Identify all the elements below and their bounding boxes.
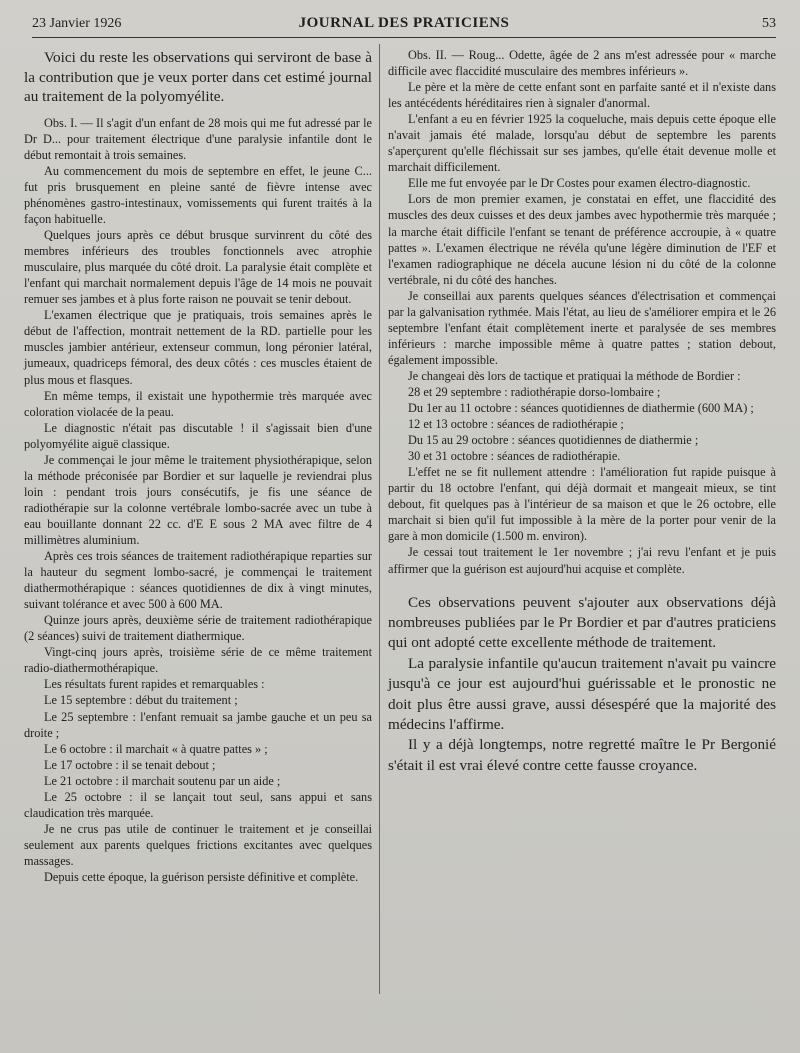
- paragraph: L'enfant a eu en février 1925 la coqueluche, mais depuis cette époque elle n'avait jamais été malade, lorsqu'au début de septembre les parents s'aperçurent qu'elle fléchissait sur ses jambes, qu'elle était devenue molle et marchait difficilement.: [388, 112, 776, 175]
- paragraph: 28 et 29 septembre : radiothérapie dorso-lombaire ;: [408, 384, 661, 399]
- paragraph: Quinze jours après, deuxième série de traitement radiothérapique (2 séances) suivi de traitement diathermique.: [24, 613, 372, 644]
- paragraph: Obs. II. — Roug... Odette, âgée de 2 ans m'est adressée pour « marche difficile avec flaccidité musculaire des membres inférieurs ».: [388, 48, 776, 79]
- paragraph: Le 15 septembre : début du traitement ;: [44, 693, 238, 708]
- journal-title: JOURNAL DES PRATICIENS: [298, 15, 510, 31]
- paragraph: Quelques jours après ce début brusque survinrent du côté des membres inférieurs des troubles fonctionnels avec atrophie musculaire, plus marquée du côté droit. La paralysie était complète et l'enfant qui marchait normalement depuis l'âge de 14 mois ne pouvait remuer ses jambes et à plus forte raison ne pouvait se tenir debout.: [24, 228, 372, 307]
- paragraph: Le 21 octobre : il marchait soutenu par un aide ;: [44, 773, 281, 788]
- paragraph: Le père et la mère de cette enfant sont en parfaite santé et il n'existe dans les antécédents héréditaires rien à signaler d'anormal.: [388, 80, 776, 111]
- paragraph: Les résultats furent rapides et remarquables :: [44, 677, 265, 692]
- paragraph: Vingt-cinq jours après, troisième série de ce même traitement radio-diathermothérapique.: [24, 645, 372, 676]
- paragraph: Le diagnostic n'était pas discutable ! il s'agissait bien d'une polyomyélite aiguë classique.: [24, 420, 372, 451]
- left-column: [24, 48, 372, 885]
- paragraph: Le 17 octobre : il se tenait debout ;: [44, 757, 216, 772]
- right-column: [388, 47, 776, 776]
- lead-paragraph: Ces observations peuvent s'ajouter aux observations déjà nombreuses publiées par le Pr Bordier et par d'autres praticiens qui ont adopté cette excellente méthode de traitement.: [388, 593, 776, 652]
- running-header: [32, 14, 776, 38]
- paragraph: Le 25 octobre : il se lançait tout seul, sans appui et sans claudication très marquée.: [24, 789, 372, 820]
- header-date: 23 Janvier 1926: [32, 16, 122, 31]
- paragraph: Depuis cette époque, la guérison persiste définitive et complète.: [44, 869, 359, 884]
- lead-paragraph: Il y a déjà longtemps, notre regretté maître le Pr Bergonié s'était il est vrai élevé contre cette fausse croyance.: [388, 736, 776, 774]
- paragraph: L'effet ne se fit nullement attendre : l'amélioration fut rapide puisque à partir du 18 octobre l'enfant, qui déjà dormait et mangeait mieux, se tint debout, fit quelques pas à l'intérieur de sa maison et que le 26 octobre, elle marchait si bien qu'il fut impossible à la mère de la porter pour venir de la gare à mon domicile (1.500 m. environ).: [388, 465, 776, 544]
- paragraph: En même temps, il existait une hypothermie très marquée avec coloration violacée de la peau.: [24, 388, 372, 419]
- paragraph: Je cessai tout traitement le 1er novembre ; j'ai revu l'enfant et je puis affirmer que la guérison est aujourd'hui acquise et complète.: [388, 545, 776, 576]
- lead-paragraph: La paralysie infantile qu'aucun traitement n'avait pu vaincre jusqu'à ce jour est aujourd'hui guérissable et le pronostic ne doit plus être aussi grave, aussi désespéré que la majorité des médecins l'affirme.: [388, 654, 776, 733]
- section-spacer: [388, 577, 776, 593]
- paragraph: 12 et 13 octobre : séances de radiothérapie ;: [408, 417, 624, 432]
- page-number: 53: [762, 16, 776, 31]
- paragraph: Je changeai dès lors de tactique et pratiquai la méthode de Bordier :: [408, 368, 741, 383]
- lead-paragraph: Voici du reste les observations qui serviront de base à la contribution que je veux porter dans cet estimé journal au traitement de la polyomyélite.: [24, 49, 372, 106]
- paragraph: L'examen électrique que je pratiquais, trois semaines après le début de l'affection, montrait nettement de la RD. partielle pour les muscles jambier antérieur, extenseur commun, long péronier latéral, jumeaux, quadriceps fémoral, des deux côtés : ces muscles étaient de plus mous et flasques.: [24, 308, 372, 387]
- paragraph: Au commencement du mois de septembre en effet, le jeune C... fut pris brusquement en pleine santé de fièvre intense avec phénomènes gastro-intestinaux, vomissements qui furent traités à la façon habituelle.: [24, 163, 372, 227]
- paragraph: Lors de mon premier examen, je constatai en effet, une flaccidité des muscles des deux cuisses et des deux jambes avec hypothermie très marquée ; la marche était difficile l'enfant se tenant de préférence accroupie, à « quatre pattes ». L'examen électrique ne révéla qu'une légère diminution de l'EF et l'examen radiographique ne décela aucune lésion ni du côté de la colonne vertébrale, ni du côté des hanches.: [388, 192, 776, 287]
- paragraph: Du 15 au 29 octobre : séances quotidiennes de diathermie ;: [408, 433, 699, 448]
- paragraph: Elle me fut envoyée par le Dr Costes pour examen électro-diagnostic.: [408, 176, 751, 191]
- paragraph: Le 6 octobre : il marchait « à quatre pattes » ;: [44, 741, 268, 756]
- paragraph: Obs. I. — Il s'agit d'un enfant de 28 mois qui me fut adressé par le Dr D... pour traitement électrique d'une paralysie infantile dont le début remontait à trois semaines.: [24, 115, 372, 162]
- paragraph: Le 25 septembre : l'enfant remuait sa jambe gauche et un peu sa droite ;: [24, 709, 372, 740]
- paragraph: Je commençai le jour même le traitement physiothérapique, selon la méthode préconisée par Bordier et sur laquelle je reviendrai plus loin : pendant trois jours consécutifs, je fis une séance de radiothérapie sur la colonne vertébrale lombo-sacrée avec un tube à eau bouillante donnant 22 cc. d'E E sous 2 MA avec filtre de 4 millimètres aluminium.: [24, 452, 372, 547]
- paragraph: Je ne crus pas utile de continuer le traitement et je conseillai seulement aux parents quelques frictions excitantes avec quelques massages.: [24, 821, 372, 868]
- paragraph: 30 et 31 octobre : séances de radiothérapie.: [408, 449, 621, 464]
- paragraph: Après ces trois séances de traitement radiothérapique reparties sur la hauteur du segment lombo-sacré, je commençai le traitement diathermothérapique : séances quotidiennes de dix à vingt minutes, suivant tolérance et avec 500 à 600 MA.: [24, 549, 372, 612]
- paragraph: Je conseillai aux parents quelques séances d'électrisation et commençai par la galvanisation rythmée. Mais l'état, au lieu de s'améliorer empira et le 26 septembre l'enfant était complètement inerte et paralysée de ses membres inférieurs : marche impossible même à quatre pattes ; station debout, également impossible.: [388, 288, 776, 367]
- paragraph: Du 1er au 11 octobre : séances quotidiennes de diathermie (600 MA) ;: [408, 401, 754, 416]
- column-divider: [379, 44, 380, 994]
